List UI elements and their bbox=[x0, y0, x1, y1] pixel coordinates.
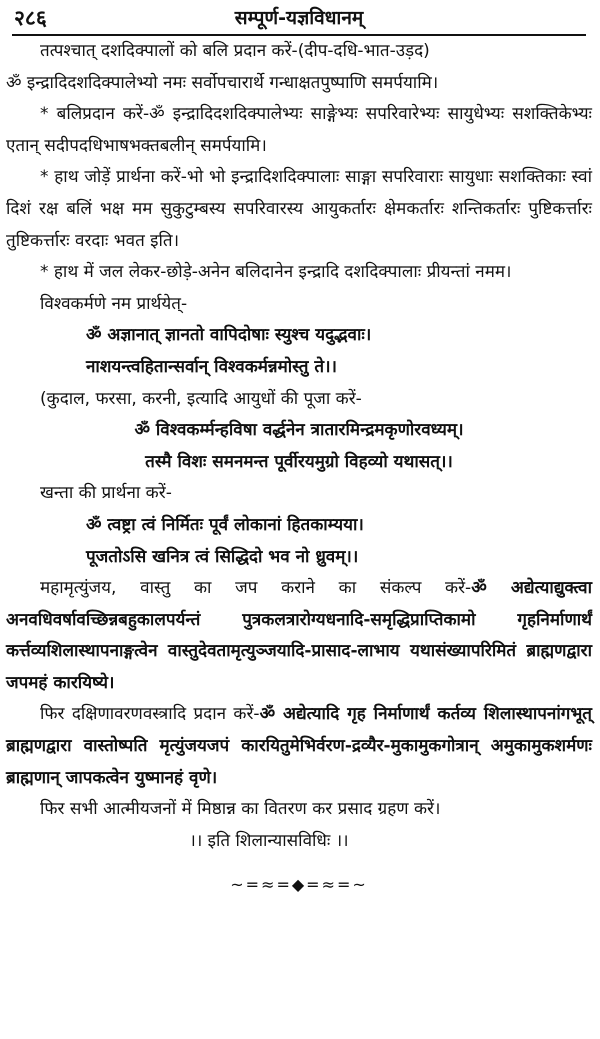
verse-line: नाशयन्त्वहितान्सर्वान् विश्वकर्मन्नमोस्तु ते।। bbox=[86, 356, 337, 377]
closing-line: ।। इति शिलान्यासविधिः ।। bbox=[189, 830, 349, 851]
running-title: सम्पूर्ण-यज्ञविधानम् bbox=[234, 7, 364, 29]
paragraph: फिर सभी आत्मीयजनों में मिष्ठान्न का वितरण कर प्रसाद ग्रहण करें। bbox=[40, 799, 441, 820]
page-number: २८६ bbox=[14, 6, 47, 30]
paragraph: तत्पश्चात् दशदिक्पालों को बलि प्रदान करें-(दीप-दधि-भात-उड़द) bbox=[40, 41, 430, 61]
paragraph: * हाथ में जल लेकर-छोड़े-अनेन बलिदानेन इन्द्रादि दशदिक्पालाः प्रीयन्तां नमम। bbox=[40, 262, 512, 283]
varana-text: ॐ अद्येत्यादि गृह निर्माणार्थं कर्तव्य शिलास्थापनांगभूत् ब्राह्मणद्वारा वास्तोष्पति मृत्युंजयजपं कारयितुमेभिर्वरण-द्रव्यैर-मुकामुकगोत्रान् अमुकामुकशर्मणः ब्राह्मणान् जापकत्वेन युष्मानहं वृणे। bbox=[6, 704, 592, 788]
paragraph: विश्वकर्मणे नम प्रार्थयेत्- bbox=[40, 293, 188, 314]
verse-line: ॐ अज्ञानात् ज्ञानतो वापिदोषाः स्युश्च यदुद्भवाः। bbox=[86, 325, 372, 346]
paragraph bbox=[6, 573, 592, 699]
verse-line: तस्मै विशः समनमन्त पूर्वीरयमुग्रो विहव्यो यथासत्।। bbox=[145, 451, 453, 472]
sankalpa-text: ॐ अद्येत्याद्युक्त्वा अनवधिवर्षावच्छिन्नबहुकालपर्यन्तं पुत्रकलत्रारोग्यधनादि-समृद्धिप्राप्तिकामो गृहनिर्माणार्थं कर्त्तव्यशिलास्थापनाङ्गत्वेन वास्तुदेवतामृत्युञ्जयादि-प्रासाद-लाभाय यथासंख्यापरिमितं ब्राह्मणद्वारा जपमहं कारयिष्ये। bbox=[6, 578, 592, 693]
ornament-divider: ~=≈=◆=≈=~ bbox=[230, 875, 368, 895]
paragraph-lead: फिर दक्षिणावरणवस्त्रादि प्रदान करें- bbox=[40, 704, 260, 725]
verse-line: ॐ विश्वकर्म्मन्हविषा वर्द्धनेन त्रातारमिन्द्रमकृणोरवध्यम्। bbox=[134, 420, 464, 441]
header-rule bbox=[12, 34, 586, 36]
page-body bbox=[6, 36, 592, 857]
verse-line: ॐ त्वष्ट्रा त्वं निर्मितः पूर्वं लोकानां हितकाम्यया। bbox=[86, 514, 364, 535]
paragraph: खन्ता की प्रार्थना करें- bbox=[40, 483, 172, 504]
paragraph: * बलिप्रदान करें-ॐ इन्द्रादिदशदिक्पालेभ्यः साङ्गेभ्यः सपरिवारेभ्यः सायुधेभ्यः सशक्तिकेभ्यः एतान् सदीपदधिभाषभक्तबलीन् समर्पयामि। bbox=[6, 104, 592, 156]
paragraph: (कुदाल, फरसा, करनी, इत्यादि आयुधों की पूजा करें- bbox=[40, 388, 362, 409]
verse-line: पूजतोऽसि खनित्र त्वं सिद्धिदो भव नो ध्रुवम्।। bbox=[86, 546, 359, 567]
paragraph-lead: महामृत्युंजय, वास्तु का जप कराने का संकल्प करें- bbox=[40, 578, 472, 599]
page-header bbox=[6, 0, 592, 36]
paragraph: * हाथ जोड़ें प्रार्थना करें-भो भो इन्द्रादिशदिक्पालाः साङ्गा सपरिवाराः सायुधाः सशक्तिकाः स्वां दिशं रक्ष बलिं भक्ष मम सुकुटुम्बस्य सपरिवारस्य आयुकर्तारः क्षेमकर्तारः शन्तिकर्तारः पुष्टिकर्त्तारः तुष्टिकर्त्तारः वरदाः भवत इति। bbox=[6, 167, 592, 251]
paragraph: ॐ इन्द्रादिदशदिक्पालेभ्यो नमः सर्वोपचारार्थे गन्धाक्षतपुष्पाणि समर्पयामि। bbox=[6, 72, 439, 93]
paragraph bbox=[6, 699, 592, 794]
